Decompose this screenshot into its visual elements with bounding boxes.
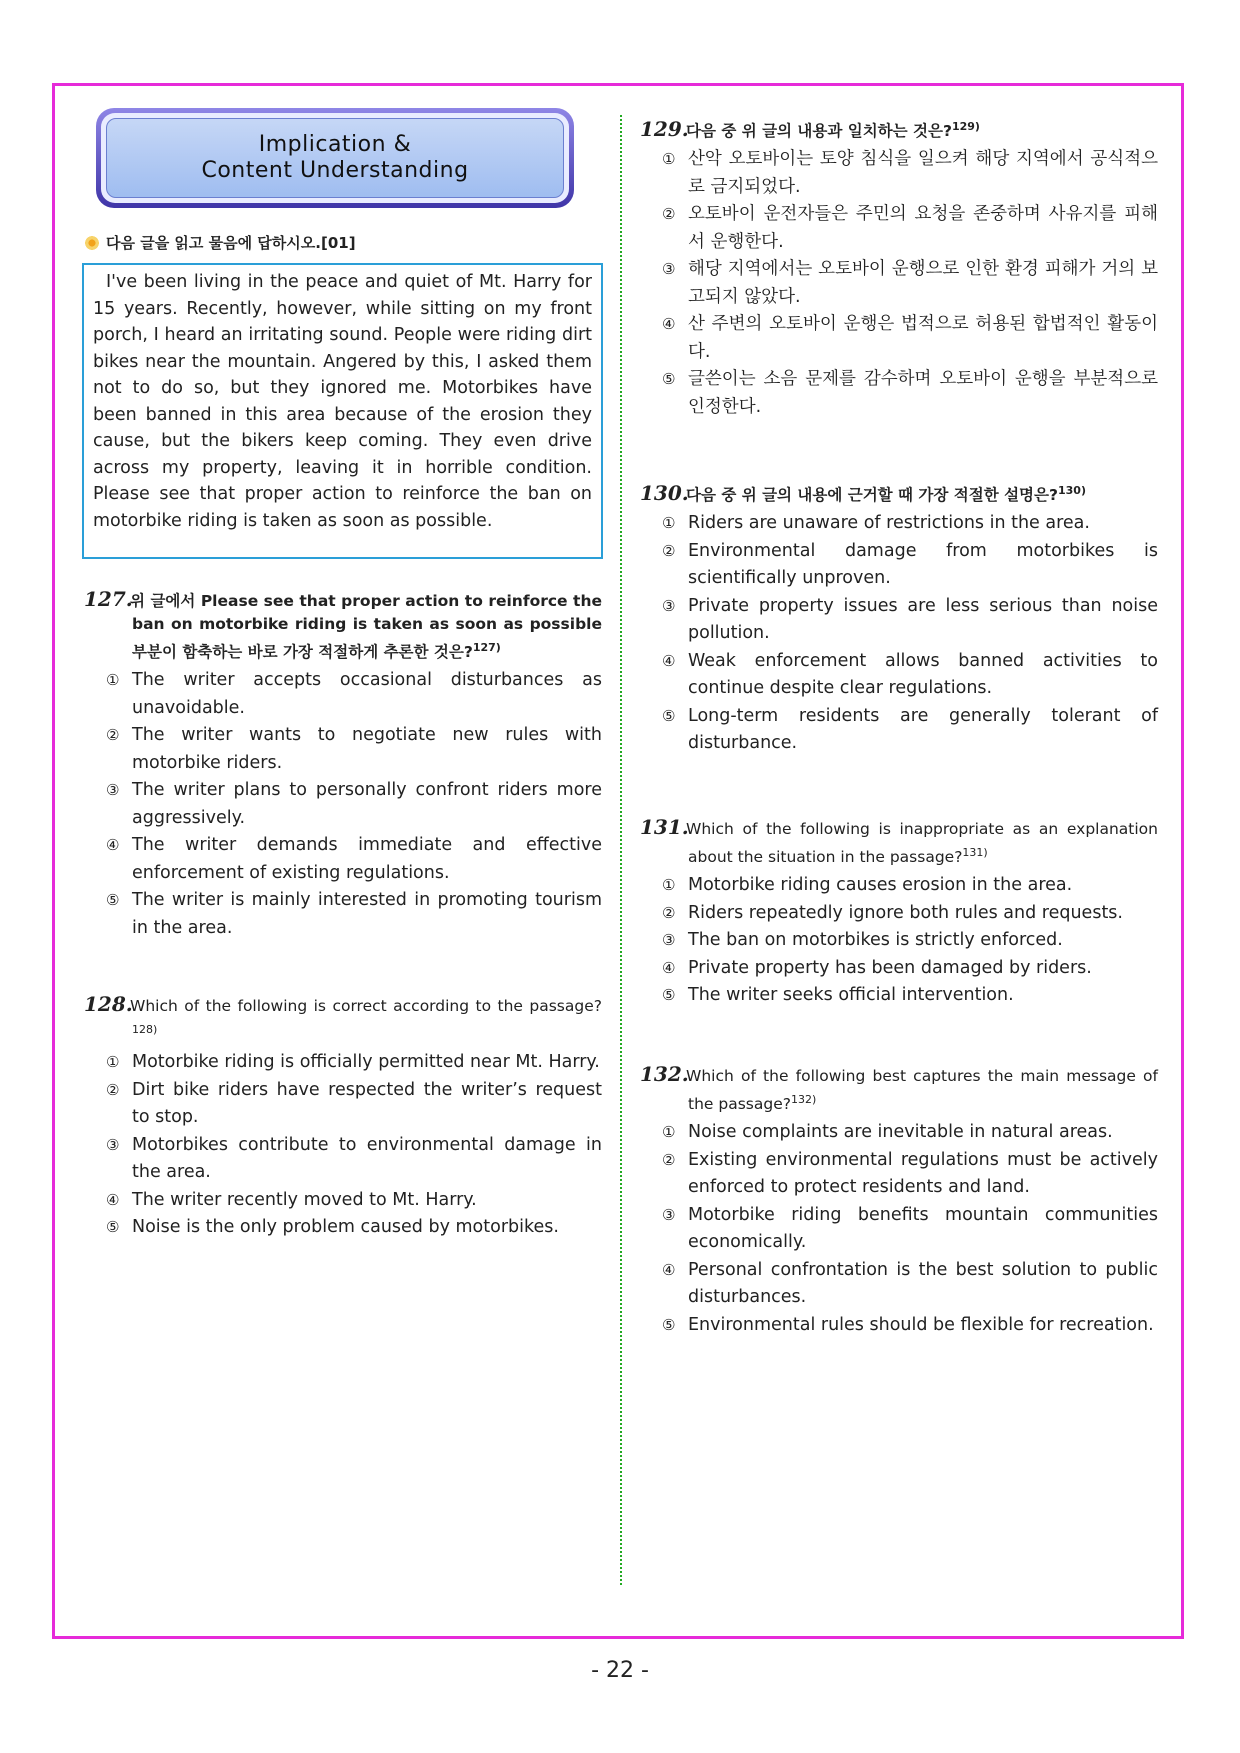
footnote-ref: 127)	[472, 641, 501, 654]
option[interactable]: ⑤ The writer is mainly interested in promoting tourism in the area.	[106, 890, 602, 938]
option[interactable]: ④ Personal confrontation is the best solution to public disturbances.	[662, 1259, 1158, 1308]
section-banner	[96, 108, 574, 208]
question-129	[640, 115, 1158, 421]
question-131	[640, 816, 1158, 1010]
question-stem: 132.Which of the following best captures the main message of the passage?$^{132)}$	[640, 1062, 1158, 1114]
question-stem: 130.다음 중 위 글의 내용에 근거할 때 가장 적절한 설명은?$^{130)}$	[640, 481, 1086, 506]
option[interactable]: ⑤ Environmental rules should be flexible for recreation.	[662, 1314, 1154, 1335]
option[interactable]: ③ 해당 지역에서는 오토바이 운행으로 인한 환경 피해가 거의 보고되지 않았다.	[662, 259, 1158, 307]
question-number: 129.	[640, 117, 689, 142]
section-title-line1: Implication &	[258, 132, 412, 157]
question-number: 130.	[640, 481, 689, 506]
question-stem: 129.다음 중 위 글의 내용과 일치하는 것은?$^{129)}$	[640, 117, 980, 142]
option[interactable]: ① Motorbike riding causes erosion in the area.	[662, 875, 1073, 896]
footnote-ref: 129)	[951, 120, 980, 133]
question-number: 128.	[84, 992, 133, 1016]
option[interactable]: ③ Motorbikes contribute to environmental damage in the area.	[106, 1134, 602, 1183]
option[interactable]: ③ The ban on motorbikes is strictly enforced.	[662, 930, 1063, 951]
flower-icon	[84, 235, 100, 251]
instruction-text: 다음 글을 읽고 물음에 답하시오.[01]	[106, 234, 356, 252]
option[interactable]: ⑤ The writer seeks official intervention.	[662, 985, 1014, 1006]
option[interactable]: ② Existing environmental regulations must be actively enforced to protect residents and land.	[662, 1149, 1158, 1198]
option[interactable]: ③ Private property issues are less serious than noise pollution.	[662, 595, 1158, 644]
section-title-line2: Content Understanding	[201, 158, 469, 183]
instruction	[84, 232, 356, 253]
option[interactable]: ② Riders repeatedly ignore both rules and requests.	[662, 902, 1123, 923]
option[interactable]: ① Motorbike riding is officially permitted near Mt. Harry.	[106, 1052, 600, 1073]
passage-box	[82, 263, 603, 559]
question-number: 131.	[640, 815, 689, 839]
question-128	[84, 993, 602, 1242]
option[interactable]: ⑤ Noise is the only problem caused by motorbikes.	[106, 1217, 559, 1238]
question-127	[84, 588, 602, 942]
question-number: 127.	[84, 587, 133, 611]
question-stem: 131.Which of the following is inappropriate as an explanation about the situation in the passage?$^{131)}$	[640, 815, 1158, 867]
option[interactable]: ① Noise complaints are inevitable in natural areas.	[662, 1122, 1113, 1143]
question-stem: 128.Which of the following is correct according to the passage?$^{128)}$	[84, 992, 602, 1036]
question-130	[640, 479, 1158, 758]
option[interactable]: ① 산악 오토바이는 토양 침식을 일으켜 해당 지역에서 공식적으로 금지되었다.	[662, 149, 1158, 197]
option[interactable]: ③ The writer plans to personally confront riders more aggressively.	[106, 780, 602, 828]
passage-text: I've been living in the peace and quiet of Mt. Harry for 15 years. Recently, however, while sitting on my front porch, I heard an irritating sound. People were riding dirt bikes near the mountain. Angered by this, I asked them not to do so, but they ignored me. Motorbikes have been banned in this area because of the erosion they cause, but the bikers keep coming. They even drive across my property, leaving it in horrible condition. Please see that proper action to reinforce the ban on motorbike riding is taken as soon as possible.	[93, 272, 592, 531]
option[interactable]: ② Environmental damage from motorbikes is scientifically unproven.	[662, 540, 1158, 589]
option[interactable]: ② Dirt bike riders have respected the writer’s request to stop.	[106, 1079, 602, 1128]
section-title	[106, 118, 564, 198]
option[interactable]: ④ 산 주변의 오토바이 운행은 법적으로 허용된 합법적인 활동이다.	[662, 314, 1158, 362]
page-number: - 22 -	[591, 1658, 649, 1683]
option[interactable]: ⑤ 글쓴이는 소음 문제를 감수하며 오토바이 운행을 부분적으로 인정한다.	[662, 369, 1158, 417]
option[interactable]: ③ Motorbike riding benefits mountain communities economically.	[662, 1204, 1158, 1253]
option[interactable]: ④ The writer demands immediate and effective enforcement of existing regulations.	[106, 835, 602, 883]
footnote-ref: 132)	[790, 1093, 817, 1106]
option[interactable]: ④ Private property has been damaged by riders.	[662, 957, 1092, 978]
footnote-ref: 130)	[1058, 484, 1086, 497]
column-divider	[620, 115, 622, 1585]
question-number: 132.	[640, 1062, 689, 1086]
option[interactable]: ④ The writer recently moved to Mt. Harry.	[106, 1189, 477, 1210]
question-stem: 127.위 글에서 Please see that proper action to reinforce the ban on motorbike riding is taken as soon as possible 부분이 함축하는 바로 가장 적절하게 추론한 것은?$^{127)}$	[84, 587, 602, 662]
footnote-ref: 131)	[962, 846, 988, 859]
option[interactable]: ② 오토바이 운전자들은 주민의 요청을 존중하며 사유지를 피해서 운행한다.	[662, 204, 1158, 252]
question-132	[640, 1063, 1158, 1339]
option[interactable]: ② The writer wants to negotiate new rules with motorbike riders.	[106, 725, 602, 773]
option[interactable]: ④ Weak enforcement allows banned activities to continue despite clear regulations.	[662, 650, 1158, 699]
option[interactable]: ① The writer accepts occasional disturbances as unavoidable.	[106, 670, 602, 718]
footnote-ref: 128)	[132, 1023, 158, 1036]
option[interactable]: ⑤ Long-term residents are generally tolerant of disturbance.	[662, 705, 1158, 754]
option[interactable]: ① Riders are unaware of restrictions in the area.	[662, 513, 1090, 534]
